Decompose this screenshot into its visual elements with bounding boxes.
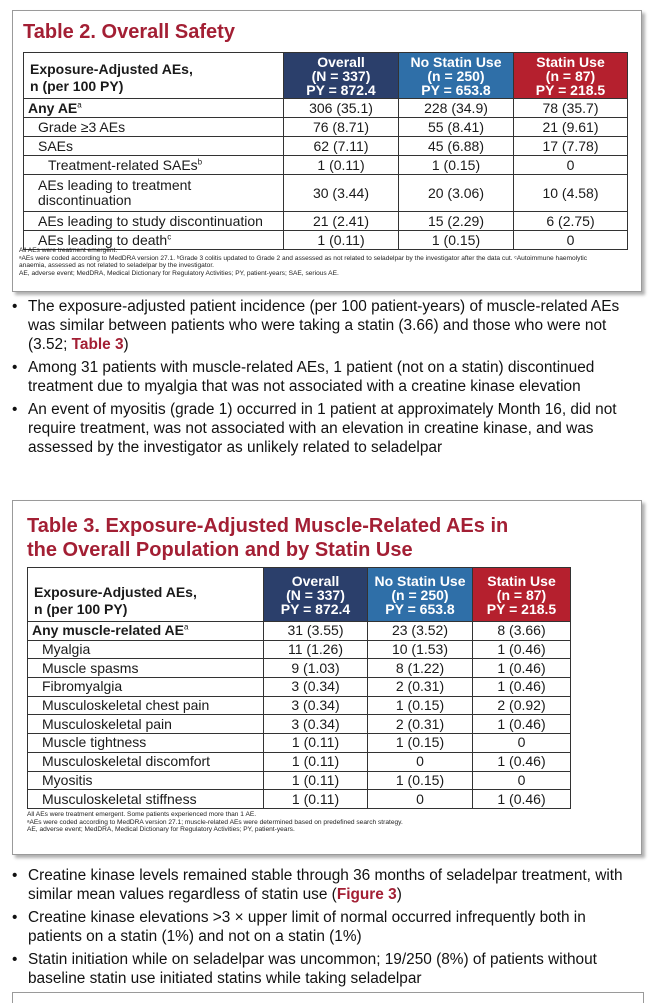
row-label [24, 175, 284, 212]
row-label [28, 696, 264, 715]
row-label-text: Any AE [28, 99, 78, 116]
table-row [28, 696, 571, 715]
table-cell: 1 (0.11) [284, 156, 399, 175]
table-row [28, 640, 571, 659]
row-label-text: Any muscle-related AE [32, 622, 184, 639]
column-header-line: PY = 872.4 [280, 600, 351, 617]
header-row [24, 53, 628, 99]
column-header [264, 568, 368, 622]
column-header [368, 568, 473, 622]
table-row [28, 678, 571, 697]
next-panel-edge [12, 992, 644, 1003]
footnote-line: anaemia, assessed as not related to seladelpar by the investigator. [19, 262, 215, 270]
row-label [24, 137, 284, 156]
table-cell: 8 (3.66) [473, 622, 571, 641]
table-cell: 1 (0.46) [473, 752, 571, 771]
column-header [284, 53, 399, 99]
table-row [24, 175, 628, 212]
table-cell: 31 (3.55) [264, 622, 368, 641]
row-label [28, 734, 264, 753]
row-label-text: Musculoskeletal stiffness [42, 790, 197, 807]
table-cell: 1 (0.11) [264, 771, 368, 790]
bullet-dot: • [12, 867, 18, 884]
row-label [28, 640, 264, 659]
footnote-marker: b [197, 156, 203, 166]
column-header-line: Statin Use [536, 53, 605, 70]
table3-panel [12, 500, 642, 855]
row-label-text: SAEs [38, 137, 74, 154]
table-row [28, 659, 571, 678]
table-cell: 1 (0.46) [473, 715, 571, 734]
row-label [28, 752, 264, 771]
table-cell: 55 (8.41) [399, 118, 514, 137]
bullet-dot: • [12, 359, 18, 376]
row-label [24, 212, 284, 231]
footnote-line: AE, adverse event; MedDRA, Medical Dictionary for Regulatory Activities; PY, patient-years; SAE, serious AE. [19, 269, 339, 277]
footnote-marker: a [183, 622, 189, 632]
table-cell: 1 (0.11) [264, 790, 368, 809]
table-cell: 1 (0.46) [473, 678, 571, 697]
table2-title: Table 2. Overall Safety [23, 21, 235, 43]
row-label-text: Myositis [42, 771, 93, 788]
footnote-line: ᵃAEs were coded according to MedDRA version 27.1; muscle-related AEs were determined based on predefined search strategy. [27, 818, 403, 826]
footnote-line: All AEs were treatment emergent. Some patients experienced more than 1 AE. [27, 811, 257, 818]
column-header-line: No Statin Use [410, 53, 502, 70]
bullet-item [12, 358, 642, 396]
column-header-line: (n = 250) [427, 67, 485, 84]
row-label-text: Fibromyalgia [42, 678, 123, 695]
row-label-text: Myalgia [42, 641, 91, 658]
findings-list-1 [12, 297, 642, 461]
column-header-line: (n = 87) [545, 67, 596, 84]
table-cell: 0 [514, 156, 628, 175]
table-cell: 2 (0.31) [368, 715, 473, 734]
table-cell: 62 (7.11) [284, 137, 399, 156]
table-row [28, 790, 571, 809]
table-cell: 15 (2.29) [399, 212, 514, 231]
table-cell: 1 (0.15) [368, 771, 473, 790]
row-label-text: Musculoskeletal discomfort [42, 753, 211, 770]
column-header [399, 53, 514, 99]
table-cell: 1 (0.15) [368, 696, 473, 715]
row-label-text: Grade ≥3 AEs [38, 118, 126, 135]
table-cell: 1 (0.15) [368, 734, 473, 753]
table3-title-line1: Table 3. Exposure-Adjusted Muscle-Related AEs in [27, 515, 509, 537]
bullet-tail: ) [123, 336, 129, 353]
table3-title [27, 514, 508, 562]
column-header-line: PY = 218.5 [486, 600, 557, 617]
table-cell: 21 (2.41) [284, 212, 399, 231]
table-cell: 0 [514, 231, 628, 250]
table-row [24, 118, 628, 137]
bullet-tail: ) [396, 886, 402, 903]
figure-reference-link[interactable]: Table 3 [71, 336, 124, 353]
row-label-text: Treatment-related SAEs [48, 156, 198, 173]
column-header-line: PY = 218.5 [535, 81, 606, 98]
row-label [28, 715, 264, 734]
row-label-header [24, 53, 284, 99]
table-row [28, 715, 571, 734]
table-cell: 1 (0.11) [264, 734, 368, 753]
table-cell: 76 (8.71) [284, 118, 399, 137]
bullet-text: Statin initiation while on seladelpar was uncommon; 19/250 (8%) of patients without baseline statin use initiated statins while taking seladelpar [28, 951, 597, 987]
table-cell: 17 (7.78) [514, 137, 628, 156]
label-header-line1: Exposure-Adjusted AEs, [34, 584, 197, 600]
table3-footnotes [27, 811, 403, 834]
bullet-text: Creatine kinase elevations >3 × upper limit of normal occurred infrequently both in patients on a statin (1%) and not on a statin (1%) [28, 909, 586, 945]
row-label [28, 659, 264, 678]
table2 [23, 52, 628, 250]
table-cell: 1 (0.11) [284, 231, 399, 250]
row-label [24, 99, 284, 118]
figure-reference-link[interactable]: Figure 3 [336, 886, 397, 903]
table-cell: 0 [473, 771, 571, 790]
footnote-marker: a [77, 99, 82, 109]
bullet-text: Among 31 patients with muscle-related AEs, 1 patient (not on a statin) discontinued treatment due to myalgia that was not associated with a creatine kinase elevation [28, 359, 595, 395]
row-label-text: Muscle spasms [42, 659, 139, 676]
table-cell: 1 (0.46) [473, 659, 571, 678]
column-header-line: No Statin Use [374, 572, 466, 589]
table-cell: 11 (1.26) [264, 640, 368, 659]
table-cell: 228 (34.9) [399, 99, 514, 118]
row-label-text: Musculoskeletal pain [42, 715, 172, 732]
table-cell: 3 (0.34) [264, 715, 368, 734]
table-cell: 0 [368, 752, 473, 771]
table-row [24, 99, 628, 118]
label-header-line1: Exposure-Adjusted AEs, [30, 61, 193, 77]
table2-panel [12, 10, 642, 292]
row-label-text: AEs leading to death [38, 231, 168, 248]
column-header-line: (N = 337) [286, 586, 345, 603]
label-header-line2: n (per 100 PY) [30, 78, 124, 94]
table-cell: 10 (1.53) [368, 640, 473, 659]
table-cell: 8 (1.22) [368, 659, 473, 678]
table-row [24, 137, 628, 156]
row-label-text: AEs leading to treatment [38, 177, 192, 193]
bullet-item [12, 297, 642, 354]
table2-footnotes [19, 247, 587, 277]
footnote-line: AE, adverse event; MedDRA, Medical Dictionary for Regulatory Activities; PY, patient-years. [27, 826, 295, 834]
header-row [28, 568, 571, 622]
table3-title-line2: the Overall Population and by Statin Use [27, 539, 413, 561]
column-header-line: Overall [291, 572, 340, 589]
table-row [28, 734, 571, 753]
table-cell: 45 (6.88) [399, 137, 514, 156]
table-cell: 1 (0.11) [264, 752, 368, 771]
row-label [24, 118, 284, 137]
table-cell: 10 (4.58) [514, 175, 628, 212]
bullet-text: The exposure-adjusted patient incidence (per 100 patient-years) of muscle-related AEs was similar between patients who were taking a statin (3.66) and those who were not (3.52; [28, 298, 620, 353]
table-row [24, 212, 628, 231]
row-label-text: Muscle tightness [42, 734, 147, 751]
bullet-dot: • [12, 298, 18, 315]
table-cell: 1 (0.15) [399, 156, 514, 175]
column-header-line: Overall [317, 53, 365, 70]
bullet-item [12, 950, 642, 988]
table-row [24, 156, 628, 175]
table-cell: 1 (0.15) [399, 231, 514, 250]
row-label [28, 622, 264, 641]
bullet-dot: • [12, 951, 18, 968]
table-cell: 3 (0.34) [264, 678, 368, 697]
table-cell: 30 (3.44) [284, 175, 399, 212]
bullet-item [12, 400, 642, 457]
bullet-item [12, 908, 642, 946]
footnote-line: All AEs were treatment emergent. [19, 247, 118, 254]
table-cell: 23 (3.52) [368, 622, 473, 641]
bullet-dot: • [12, 401, 18, 418]
footnote-marker: c [167, 231, 172, 241]
row-label [24, 156, 284, 175]
column-header [514, 53, 628, 99]
table-cell: 1 (0.46) [473, 790, 571, 809]
column-header-line: (n = 87) [496, 586, 547, 603]
column-header-line: PY = 653.8 [385, 600, 455, 617]
label-header-line2: n (per 100 PY) [34, 601, 128, 617]
bullet-item [12, 866, 642, 904]
table-cell: 78 (35.7) [514, 99, 628, 118]
column-header-line: PY = 872.4 [306, 81, 376, 98]
table-cell: 3 (0.34) [264, 696, 368, 715]
table-cell: 9 (1.03) [264, 659, 368, 678]
bullet-text: Creatine kinase levels remained stable through 36 months of seladelpar treatment, with similar mean values regardless of statin use ( [28, 867, 623, 903]
row-label [28, 678, 264, 697]
column-header-line: PY = 653.8 [421, 81, 491, 98]
table-cell: 306 (35.1) [284, 99, 399, 118]
table-cell: 21 (9.61) [514, 118, 628, 137]
bullet-dot: • [12, 909, 18, 926]
table-cell: 20 (3.06) [399, 175, 514, 212]
row-label-text-line2: discontinuation [38, 192, 132, 208]
row-label [28, 790, 264, 809]
table-row [28, 622, 571, 641]
row-label [28, 771, 264, 790]
table-row [28, 752, 571, 771]
table-cell: 0 [368, 790, 473, 809]
row-label-text: Musculoskeletal chest pain [42, 697, 210, 714]
table-cell: 2 (0.92) [473, 696, 571, 715]
column-header-line: Statin Use [487, 572, 556, 589]
table-cell: 1 (0.46) [473, 640, 571, 659]
table-cell: 6 (2.75) [514, 212, 628, 231]
table-cell: 0 [473, 734, 571, 753]
column-header [473, 568, 571, 622]
findings-list-2 [12, 866, 642, 992]
row-label-text: AEs leading to study discontinuation [38, 212, 263, 229]
footnote-line: ᵃAEs were coded according to MedDRA version 27.1. ᵇGrade 3 colitis updated to Grade 2 and assessed as not related to seladelpar by the investigator after the data cut. ᶜAutoimmune haemolytic [19, 254, 588, 262]
column-header-line: (N = 337) [311, 67, 371, 84]
table-cell: 2 (0.31) [368, 678, 473, 697]
column-header-line: (n = 250) [391, 586, 449, 603]
table-row [28, 771, 571, 790]
bullet-text: An event of myositis (grade 1) occurred in 1 patient at approximately Month 16, did not require treatment, was not associated with an elevation in creatine kinase, and was assessed by the investigator as unlikely related to seladelpar [28, 401, 617, 456]
row-label-header [28, 568, 264, 622]
table3 [27, 567, 571, 809]
